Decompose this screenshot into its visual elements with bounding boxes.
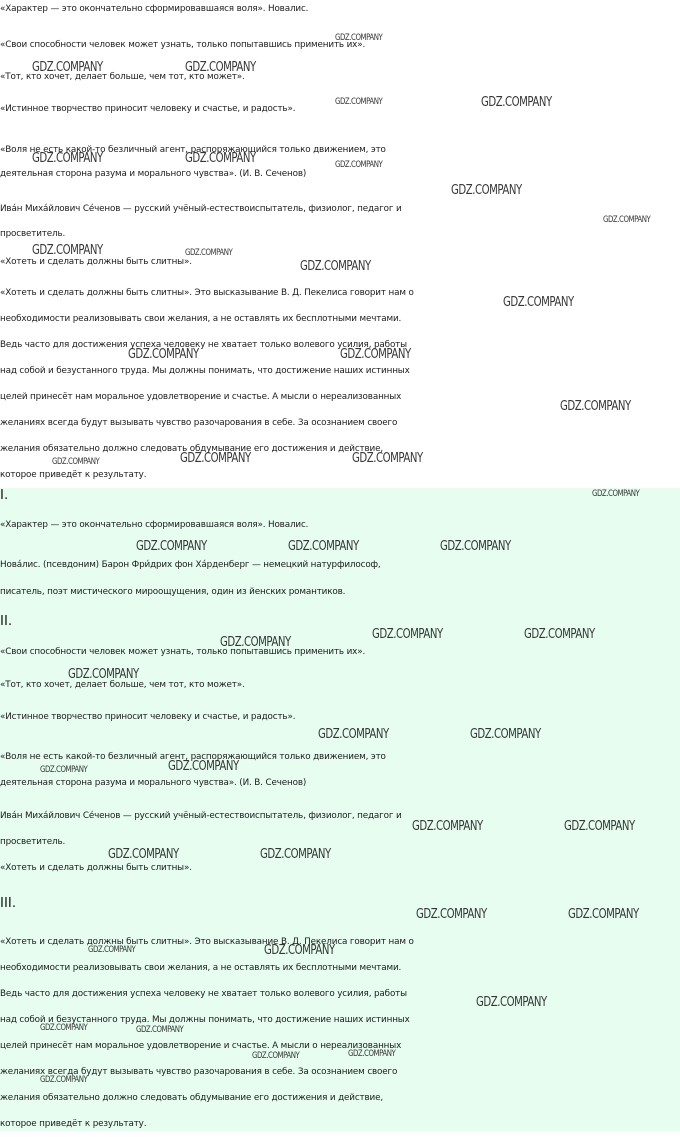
text-line: «Хотеть и сделать должны быть слитны». Это высказывание В. Д. Пекелиса говорит нам о	[0, 937, 414, 947]
quote-novalis-2: «Характер — это окончательно сформировавшаяся воля». Новалис.	[0, 520, 309, 530]
text-line: желаниях всегда будут вызывать чувство разочарования в себе. За осознанием своего	[0, 418, 398, 428]
quote-novalis: «Характер — это окончательно сформировавшаяся воля». Новалис.	[0, 4, 309, 14]
watermark: GDZ.COMPANY	[440, 539, 511, 554]
quote-want: «Тот, кто хочет, делает больше, чем тот, кто может».	[0, 72, 245, 82]
watermark: GDZ.COMPANY	[340, 347, 411, 362]
text-line: необходимости реализовывать свои желания, а не оставлять их бесплотными мечтами.	[0, 314, 402, 324]
watermark: GDZ.COMPANY	[108, 847, 179, 862]
watermark: GDZ.COMPANY	[564, 819, 635, 834]
watermark: GDZ.COMPANY	[136, 539, 207, 554]
watermark: GDZ.COMPANY	[524, 627, 595, 642]
text-line: которое приведёт к результату.	[0, 470, 147, 480]
watermark: GDZ.COMPANY	[88, 945, 136, 955]
novalis-bio	[0, 552, 680, 606]
text-line: Ведь часто для достижения успеха человеку не хватает только волевого усилия, работы	[0, 989, 407, 999]
watermark: GDZ.COMPANY	[180, 451, 251, 466]
text-line: целей принесёт нам моральное удовлетворение и счастье. А мысли о нереализованных	[0, 1041, 402, 1051]
section-heading-3: III.	[0, 896, 17, 911]
quote-pekelis: «Хотеть и сделать должны быть слитны».	[0, 257, 192, 267]
watermark: GDZ.COMPANY	[68, 667, 139, 682]
text-line: деятельная сторона разума и морального чувства». (И. В. Сеченов)	[0, 169, 307, 179]
watermark: GDZ.COMPANY	[185, 248, 233, 258]
watermark: GDZ.COMPANY	[40, 765, 88, 775]
section-heading-2: II.	[0, 614, 13, 629]
text-line: «Воля не есть какой-то безличный агент, распоряжающийся только движением, это	[0, 752, 386, 762]
watermark: GDZ.COMPANY	[260, 847, 331, 862]
text-line: которое приведёт к результату.	[0, 1119, 147, 1129]
watermark: GDZ.COMPANY	[568, 907, 639, 922]
watermark: GDZ.COMPANY	[348, 1049, 396, 1059]
text-line: Ива́н Миха́йлович Се́ченов — русский учёный-естествоиспытатель, физиолог, педагог и	[0, 811, 402, 821]
quote-abilities: «Свои способности человек может узнать, только попытавшись применить их».	[0, 40, 366, 50]
text-line: «Воля не есть какой-то безличный агент, распоряжающийся только движением, это	[0, 145, 386, 155]
watermark: GDZ.COMPANY	[128, 347, 199, 362]
watermark: GDZ.COMPANY	[40, 1075, 88, 1085]
watermark: GDZ.COMPANY	[603, 215, 651, 225]
watermark: GDZ.COMPANY	[470, 727, 541, 742]
text-line: Нова́лис. (псевдоним) Барон Фри́дрих фон Ха́рденберг — немецкий натурфилософ,	[0, 560, 381, 570]
watermark: GDZ.COMPANY	[560, 399, 631, 414]
watermark: GDZ.COMPANY	[481, 95, 552, 110]
watermark: GDZ.COMPANY	[32, 60, 103, 75]
watermark: GDZ.COMPANY	[252, 1051, 300, 1061]
watermark: GDZ.COMPANY	[264, 943, 335, 958]
watermark: GDZ.COMPANY	[592, 489, 640, 499]
watermark: GDZ.COMPANY	[136, 1025, 184, 1035]
text-line: писатель, поэт мистического мироощущения, один из йенских романтиков.	[0, 587, 346, 597]
quote-want-2: «Тот, кто хочет, делает больше, чем тот, кто может».	[0, 680, 245, 690]
watermark: GDZ.COMPANY	[335, 97, 383, 107]
essay-paragraph	[0, 280, 680, 488]
text-line: желания обязательно должно следовать обдумывание его достижения и действие,	[0, 444, 384, 454]
quote-abilities-2: «Свои способности человек может узнать, только попытавшись применить их».	[0, 647, 366, 657]
watermark: GDZ.COMPANY	[220, 635, 291, 650]
watermark: GDZ.COMPANY	[40, 1023, 88, 1033]
watermark: GDZ.COMPANY	[335, 160, 383, 170]
watermark: GDZ.COMPANY	[476, 995, 547, 1010]
watermark: GDZ.COMPANY	[52, 457, 100, 467]
text-line: необходимости реализовывать свои желания, а не оставлять их бесплотными мечтами.	[0, 963, 402, 973]
text-line: просветитель.	[0, 837, 66, 847]
watermark: GDZ.COMPANY	[451, 183, 522, 198]
watermark: GDZ.COMPANY	[185, 151, 256, 166]
watermark: GDZ.COMPANY	[318, 727, 389, 742]
text-line: целей принесёт нам моральное удовлетворение и счастье. А мысли о нереализованных	[0, 392, 402, 402]
text-line: деятельная сторона разума и морального чувства». (И. В. Сеченов)	[0, 778, 307, 788]
text-line: над собой и безустанного труда. Мы должны понимать, что достижение наших истинных	[0, 366, 410, 376]
text-line: Ведь часто для достижения успеха человеку не хватает только волевого усилия, работы	[0, 340, 407, 350]
watermark: GDZ.COMPANY	[185, 60, 256, 75]
quote-creativity-2: «Истинное творчество приносит человеку и счастье, и радость».	[0, 712, 296, 722]
essay-paragraph-2	[0, 929, 680, 1137]
watermark: GDZ.COMPANY	[168, 759, 239, 774]
quote-pekelis-2: «Хотеть и сделать должны быть слитны».	[0, 863, 192, 873]
watermark: GDZ.COMPANY	[412, 819, 483, 834]
text-line: над собой и безустанного труда. Мы должны понимать, что достижение наших истинных	[0, 1015, 410, 1025]
watermark: GDZ.COMPANY	[503, 295, 574, 310]
text-line: желаниях всегда будут вызывать чувство разочарования в себе. За осознанием своего	[0, 1067, 398, 1077]
watermark: GDZ.COMPANY	[416, 907, 487, 922]
watermark: GDZ.COMPANY	[352, 451, 423, 466]
section-heading-1: I.	[0, 488, 9, 503]
watermark: GDZ.COMPANY	[300, 259, 371, 274]
watermark: GDZ.COMPANY	[372, 627, 443, 642]
quote-creativity: «Истинное творчество приносит человеку и счастье, и радость».	[0, 104, 296, 114]
watermark: GDZ.COMPANY	[335, 33, 383, 43]
watermark: GDZ.COMPANY	[32, 243, 103, 258]
text-line: желания обязательно должно следовать обдумывание его достижения и действие,	[0, 1093, 384, 1103]
watermark: GDZ.COMPANY	[288, 539, 359, 554]
quote-will-2	[0, 744, 680, 796]
sechenov-bio	[0, 197, 680, 247]
answer-section	[0, 488, 680, 1131]
watermark: GDZ.COMPANY	[32, 151, 103, 166]
text-line: «Хотеть и сделать должны быть слитны». Это высказывание В. Д. Пекелиса говорит нам о	[0, 288, 414, 298]
text-line: Ива́н Миха́йлович Се́ченов — русский учёный-естествоиспытатель, физиолог, педагог и	[0, 204, 402, 214]
text-line: просветитель.	[0, 229, 66, 239]
